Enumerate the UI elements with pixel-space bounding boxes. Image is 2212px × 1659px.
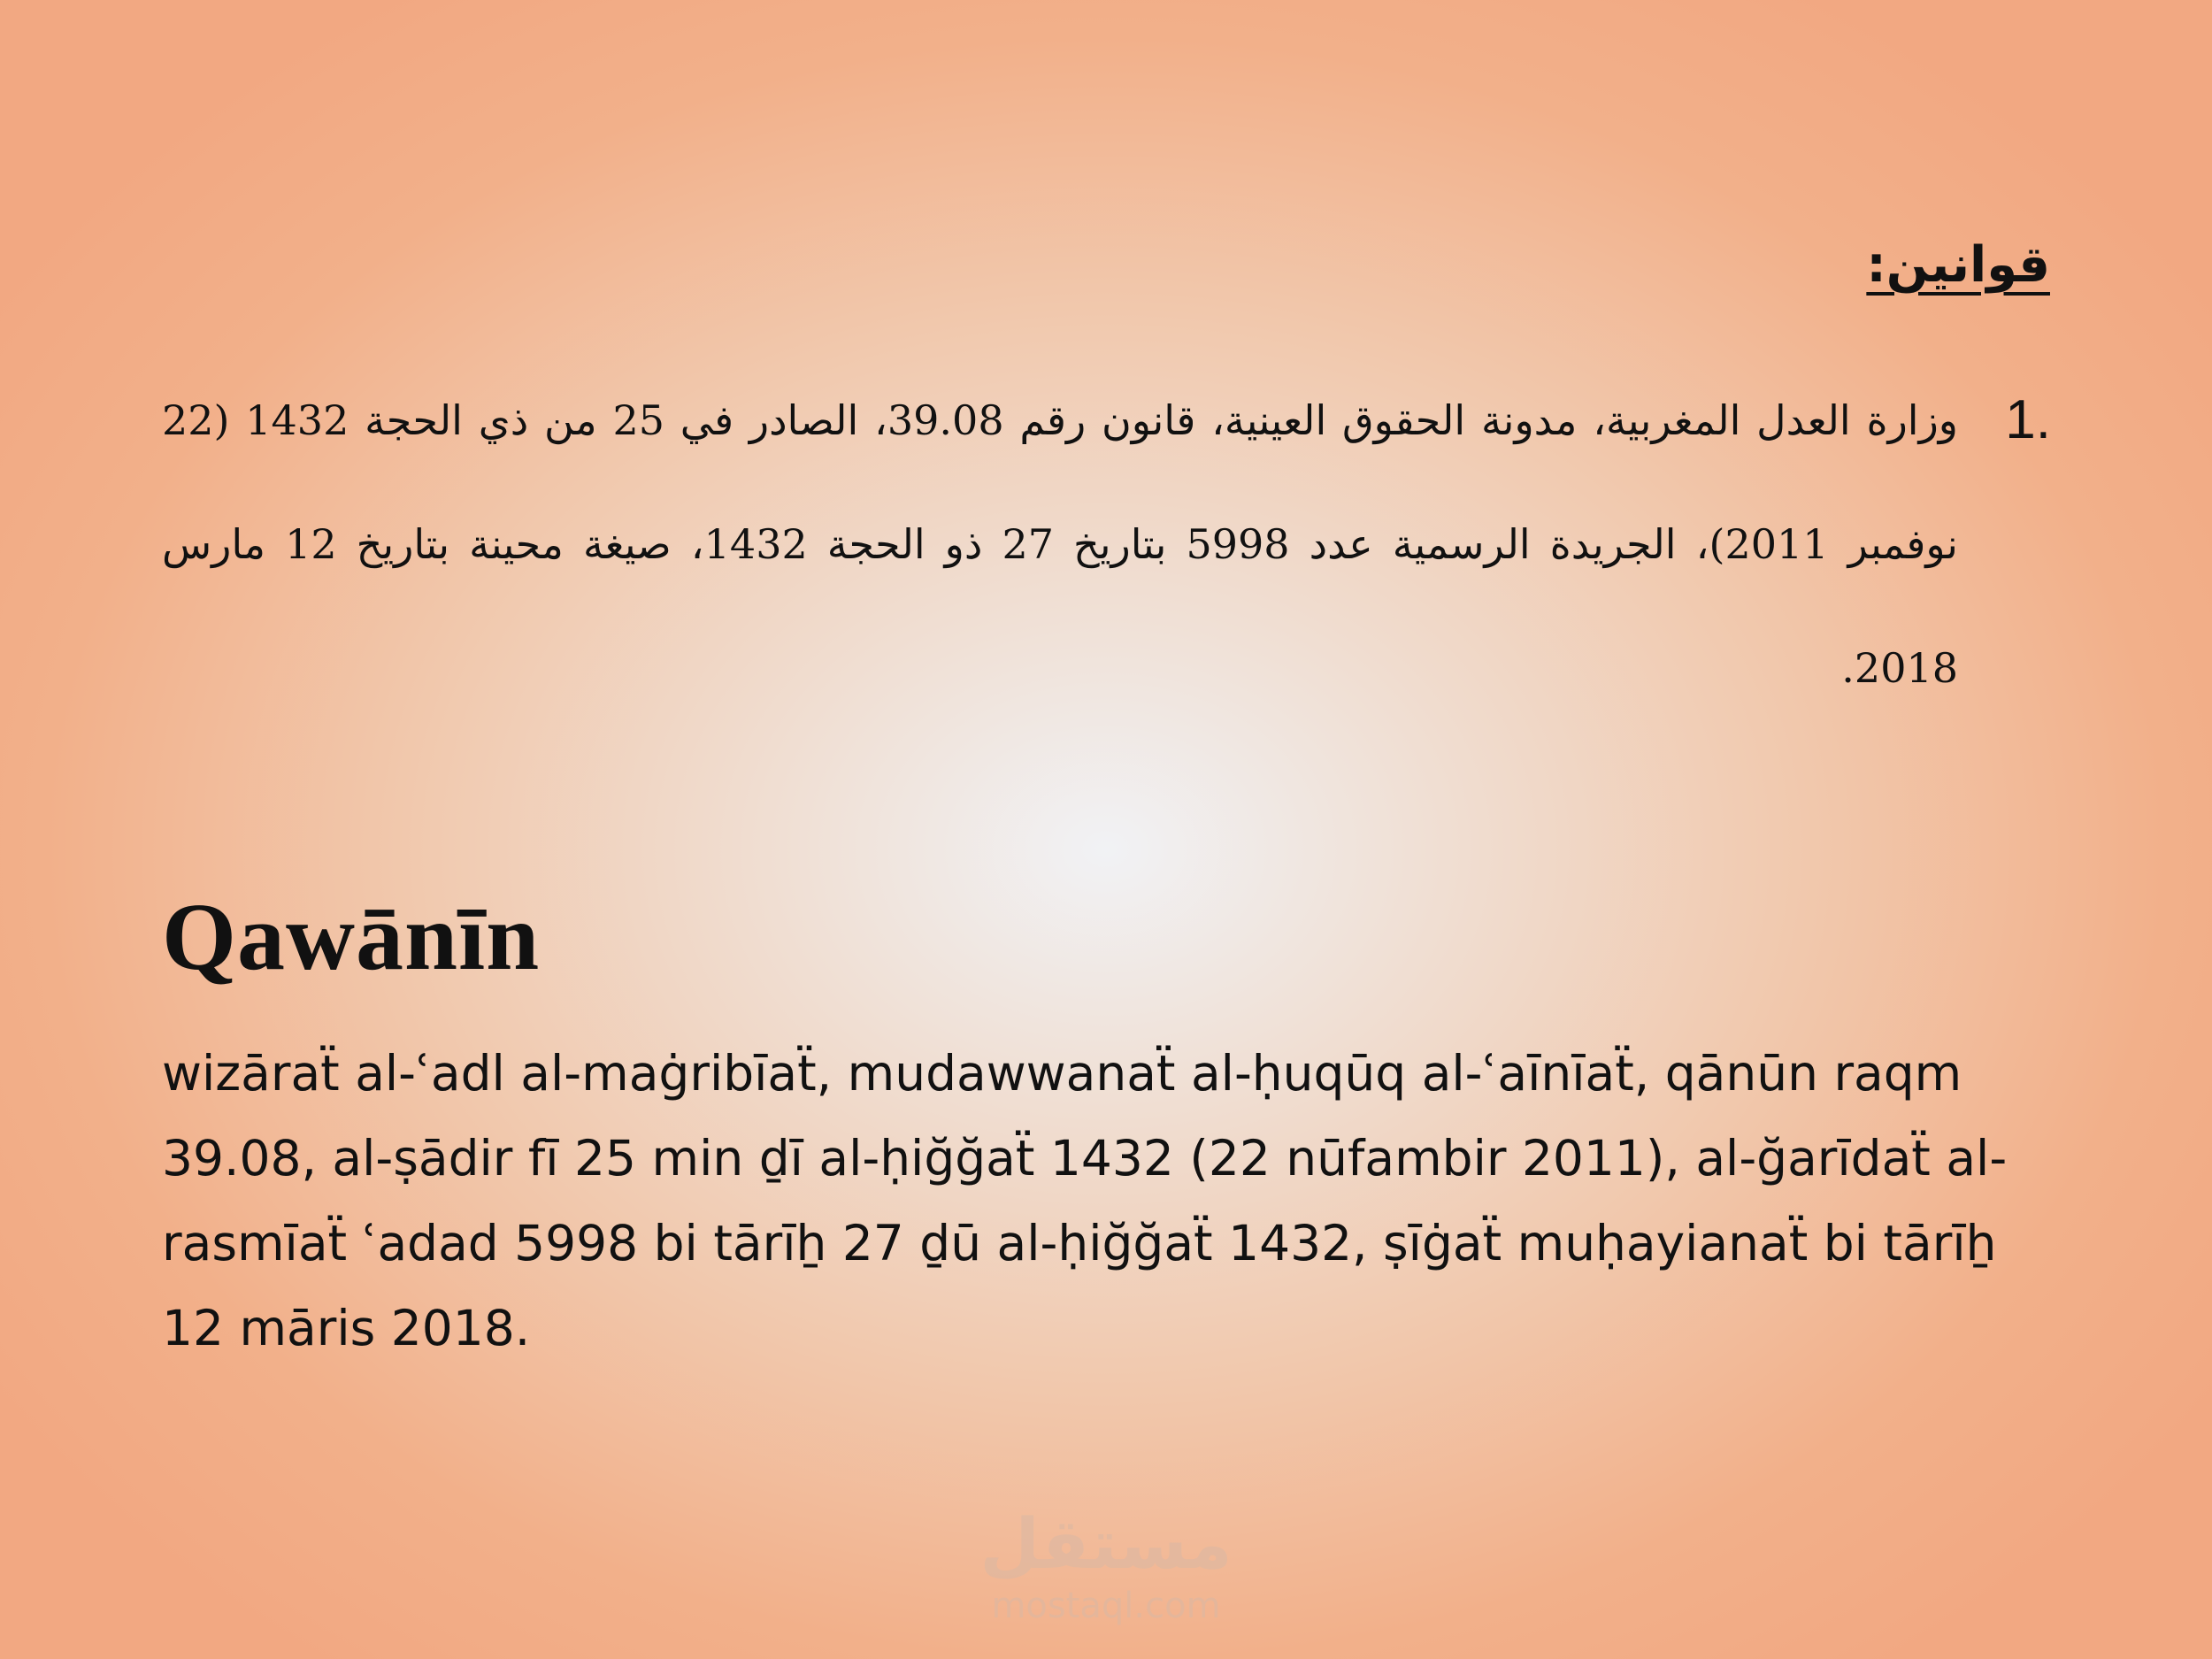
arabic-heading: قوانين: [1866,236,2050,294]
list-number: 1. [2005,389,2051,450]
arabic-reference-text: وزارة العدل المغربية، مدونة الحقوق العينية، قانون رقم 39.08، الصادر في 25 من ذي الحجة 1432 (22 نوفمبر 2011)، الجريدة الرسمية عدد 5998 بتاريخ 27 ذو الحجة 1432، صيغة محينة بتاريخ 12 مارس 2018. [162,396,1958,692]
arabic-list-item [162,358,2051,730]
mostaql-watermark [969,1495,1243,1628]
transliteration-heading: Qawānīn [162,885,541,990]
transliteration-text: wizāraẗ al-ʿadl al-maġribīaẗ, mudawwanaẗ al-ḥuqūq al-ʿaīnīaẗ, qānūn raqm 39.08, al-ṣādir fī 25 min ḏī al-ḥiğğaẗ 1432 (22 nūfambir 2011), al-ğarīdaẗ al-rasmīaẗ ʿadad 5998 bi tārīẖ 27 ḏū al-ḥiğğaẗ 1432, ṣīġaẗ muḥayianaẗ bi tārīẖ 12 māris 2018. [162,1045,2008,1356]
watermark-logo-text: مستقل [979,1505,1233,1585]
watermark-domain-text: mostaql.com [991,1586,1221,1626]
